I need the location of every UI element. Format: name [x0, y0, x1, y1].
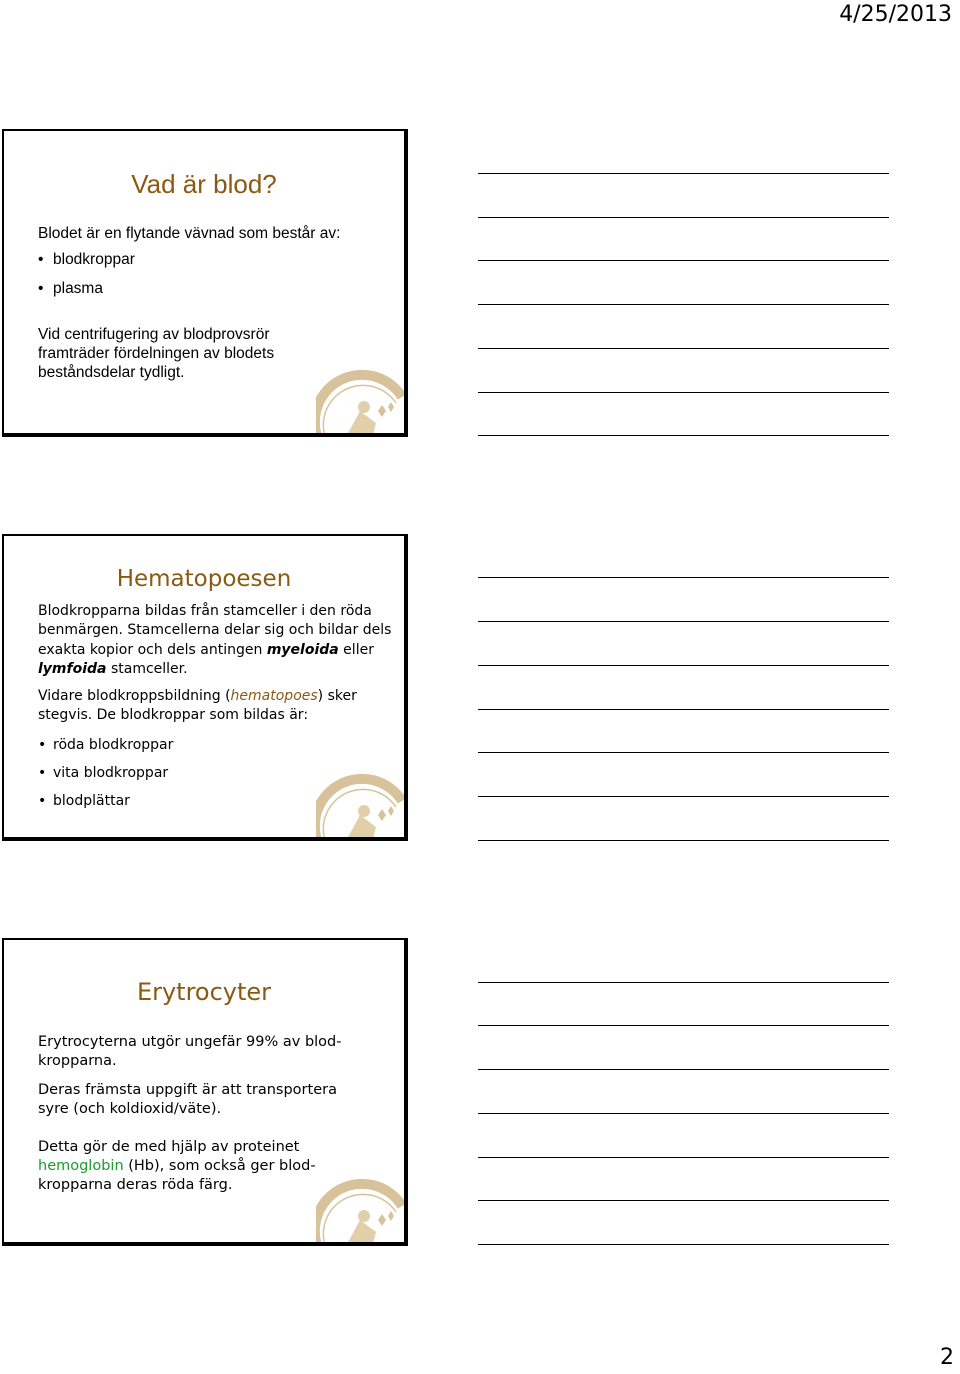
note-line [478, 796, 889, 797]
text-run: Blodkropparna bildas från stamceller i den röda benmärgen. Stamcellerna delar sig och bildar dels exakta kopior och dels antingen [38, 603, 392, 658]
print-date: 4/25/2013 [839, 2, 952, 27]
note-line [478, 709, 889, 710]
text-run: eller [338, 641, 374, 658]
term-lymfoida: lymfoida [38, 660, 107, 677]
slide-body [38, 1033, 392, 1195]
note-line [478, 348, 889, 349]
intro-text: Blodet är en flytande vävnad som består av: [38, 225, 341, 242]
slide-title: Erytrocyter [136, 978, 272, 1006]
term-myeloida: myeloida [266, 641, 339, 658]
note-line [478, 982, 889, 983]
note-line [478, 435, 889, 436]
text-run: (Hb), som också ger blod-kropparna deras röda färg. [38, 1158, 316, 1193]
note-line [478, 260, 889, 261]
note-line [478, 304, 889, 305]
list-item: • blodkroppar [38, 250, 392, 269]
list-item: • vita blodkroppar [38, 764, 392, 783]
slide-title: Hematopoesen [116, 566, 292, 592]
list-item: • blodplättar [38, 792, 392, 811]
slide-body [38, 224, 392, 382]
university-seal-icon [316, 367, 408, 437]
note-line [478, 665, 889, 666]
text-run: ) sker stegvis. De blodkroppar som bildas är: [38, 688, 357, 724]
note-line [478, 621, 889, 622]
slide-title: Vad är blod? [131, 169, 277, 199]
slide-3 [2, 938, 408, 1246]
slide-2 [2, 534, 408, 841]
note-line [478, 173, 889, 174]
text-run: Vidare blodkroppsbildning ( [38, 688, 231, 705]
note-lines [478, 0, 889, 1374]
note-line [478, 217, 889, 218]
note-line [478, 752, 889, 753]
term-hematopoes: hematopoes [230, 688, 318, 705]
paragraph-text [38, 687, 392, 726]
slide-1 [2, 129, 408, 437]
paragraph-text [38, 1138, 338, 1195]
bullet-list [38, 250, 392, 298]
list-item: • röda blodkroppar [38, 736, 392, 755]
note-line [478, 1244, 889, 1245]
term-hemoglobin: hemoglobin [38, 1158, 124, 1174]
note-line [478, 1069, 889, 1070]
paragraph-text: Erytrocyterna utgör ungefär 99% av blod-kropparna. [38, 1034, 342, 1069]
note-line [478, 840, 889, 841]
university-seal-icon [316, 1176, 408, 1246]
list-item: • plasma [38, 279, 392, 298]
page-number: 2 [940, 1345, 954, 1370]
note-line [478, 577, 889, 578]
note-line [478, 1200, 889, 1201]
note-line [478, 1025, 889, 1026]
note-line [478, 1113, 889, 1114]
note-line [478, 1157, 889, 1158]
paragraph-text: Deras främsta uppgift är att transportera syre (och koldioxid/väte). [38, 1082, 337, 1117]
university-seal-icon [316, 771, 408, 841]
text-run: stamceller. [106, 660, 188, 677]
text-run: Detta gör de med hjälp av proteinet [38, 1139, 300, 1155]
note-line [478, 392, 889, 393]
paragraph-text: Vid centrifugering av blodprovsrör framträder fördelningen av blodets beståndsdelar tydligt. [38, 326, 275, 381]
paragraph-text [38, 602, 392, 679]
